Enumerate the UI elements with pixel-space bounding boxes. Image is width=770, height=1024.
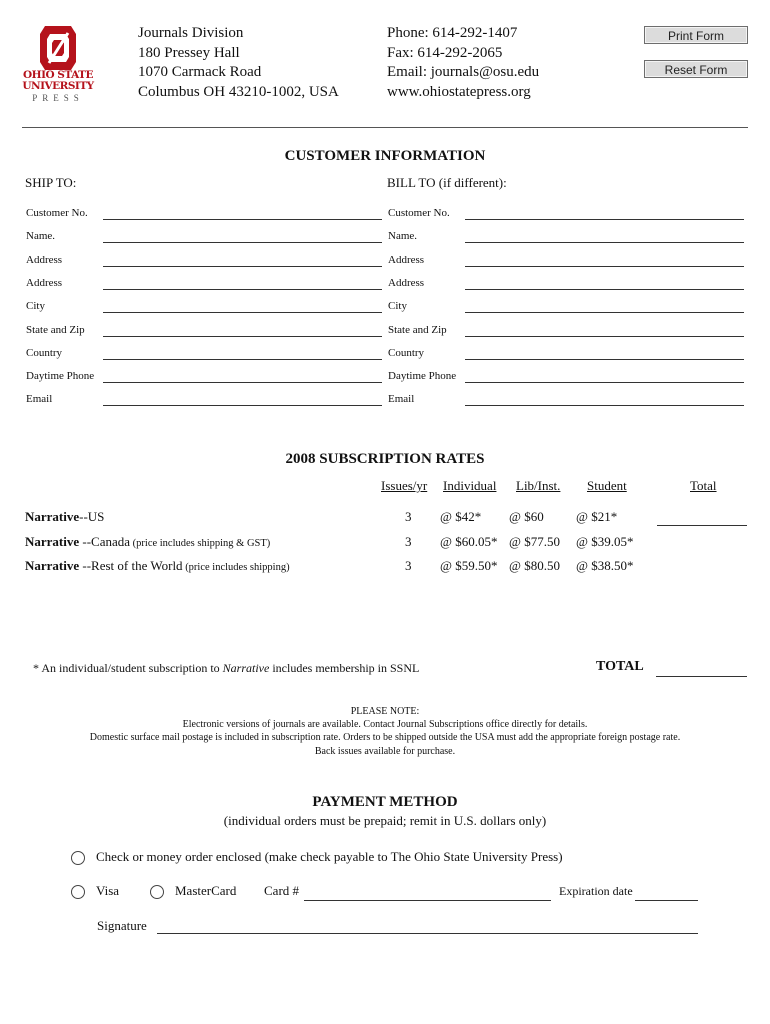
payment-method-title: PAYMENT METHOD [312, 794, 458, 810]
rate-lib-cell: @ $77.50 [509, 534, 560, 549]
address-line: Columbus OH 43210-1002, USA [138, 83, 339, 100]
footnote-text: includes membership in SSNL [269, 661, 420, 675]
address-line: 1070 Carmack Road [138, 64, 262, 80]
logo-wordmark [22, 70, 94, 92]
rate-row-label [25, 534, 270, 550]
visa-label: Visa [96, 883, 120, 898]
header-divider [22, 127, 748, 128]
bill-field-input[interactable] [465, 278, 744, 290]
lib-inst-header: Lib/Inst. [516, 478, 561, 493]
price-note: (price includes shipping) [182, 562, 290, 573]
ship-field-label: Address [26, 254, 63, 266]
logo-press-text: PRESS [32, 93, 84, 103]
bill-field-label: Address [388, 277, 425, 289]
rate-row-label [25, 509, 104, 525]
region-text: --Rest of the World [79, 558, 183, 573]
ship-field-label: City [26, 300, 45, 312]
rate-student-cell: @ $39.05* [576, 534, 634, 549]
ship-field-input[interactable] [103, 325, 382, 337]
rate-student-cell: @ $38.50* [576, 558, 634, 573]
expiration-date-input[interactable] [635, 887, 698, 901]
bill-field-input[interactable] [465, 255, 744, 267]
journal-name: Narrative [25, 534, 80, 549]
journal-name: Narrative [25, 558, 80, 573]
mastercard-radio[interactable] [150, 885, 164, 899]
note-line: Electronic versions of journals are available. Contact Journal Subscriptions office directly for details. [182, 719, 588, 731]
bill-to-label: BILL TO (if different): [387, 175, 507, 190]
phone-text: Phone: 614-292-1407 [387, 25, 518, 41]
logo-line-1: OHIO STATE [23, 69, 93, 81]
bill-field-input[interactable] [465, 208, 744, 220]
bill-field-input[interactable] [465, 231, 744, 243]
footnote-journal-name: Narrative [222, 661, 270, 675]
ship-field-label: Address [26, 277, 63, 289]
ship-field-input[interactable] [103, 394, 382, 406]
total-amount-input[interactable] [657, 512, 747, 526]
customer-information-title: CUSTOMER INFORMATION [284, 148, 486, 164]
rate-lib-cell: @ $60 [509, 509, 544, 524]
check-radio[interactable] [71, 851, 85, 865]
note-line: Back issues available for purchase. [314, 745, 456, 757]
bill-field-label: Customer No. [388, 207, 450, 219]
ship-field-input[interactable] [103, 348, 382, 360]
membership-footnote [33, 661, 419, 676]
rate-issues-cell: 3 [405, 558, 412, 573]
total-header: Total [690, 478, 717, 493]
mastercard-label: MasterCard [175, 883, 237, 898]
payment-subtitle: (individual orders must be prepaid; remit in U.S. dollars only) [223, 813, 547, 828]
region-text: --Canada [79, 534, 131, 549]
rate-student-cell: @ $21* [576, 509, 618, 524]
ship-field-input[interactable] [103, 301, 382, 313]
bill-field-label: Email [388, 393, 415, 405]
publisher-contact [387, 24, 539, 102]
ship-to-label: SHIP TO: [25, 175, 77, 190]
address-line: 180 Pressey Hall [138, 44, 240, 61]
bill-field-input[interactable] [465, 325, 744, 337]
address-line: Journals Division [138, 25, 244, 41]
ship-field-label: Name. [26, 230, 56, 242]
bill-field-label: City [388, 300, 407, 312]
ship-field-input[interactable] [103, 371, 382, 383]
bill-field-label: Daytime Phone [388, 370, 457, 382]
signature-input[interactable] [157, 920, 698, 934]
rate-individual-cell: @ $60.05* [440, 534, 498, 549]
rate-issues-cell: 3 [405, 534, 412, 549]
region-text: --US [79, 509, 105, 524]
ship-field-input[interactable] [103, 231, 382, 243]
bill-field-input[interactable] [465, 394, 744, 406]
card-number-label: Card # [264, 883, 300, 898]
logo-line-2: UNIVERSITY [22, 80, 94, 92]
please-note-heading: PLEASE NOTE: [350, 706, 420, 717]
bill-field-input[interactable] [465, 301, 744, 313]
bill-field-label: State and Zip [388, 324, 447, 336]
expiration-date-label: Expiration date [559, 884, 633, 898]
rate-row-label [25, 558, 290, 574]
bill-field-label: Address [388, 254, 425, 266]
issues-per-year-header: Issues/yr [381, 478, 428, 493]
ship-field-input[interactable] [103, 255, 382, 267]
subscription-rates-title: 2008 SUBSCRIPTION RATES [285, 451, 485, 467]
price-note: (price includes shipping & GST) [130, 538, 271, 549]
student-header: Student [587, 478, 627, 493]
print-form-button[interactable]: Print Form [644, 26, 748, 44]
rate-lib-cell: @ $80.50 [509, 558, 560, 573]
grand-total-label: TOTAL [596, 659, 644, 674]
ship-field-label: Daytime Phone [26, 370, 95, 382]
note-line: Domestic surface mail postage is included in subscription rate. Orders to be shipped outside the USA must add the appropriate foreign postage rate. [89, 732, 681, 744]
footnote-text: * An individual/student subscription to [33, 661, 223, 675]
website-text: www.ohiostatepress.org [387, 83, 531, 100]
rate-issues-cell: 3 [405, 509, 412, 524]
bill-field-input[interactable] [465, 371, 744, 383]
publisher-address [138, 24, 339, 102]
ship-field-input[interactable] [103, 278, 382, 290]
bill-field-label: Country [388, 347, 425, 359]
check-option-label: Check or money order enclosed (make check payable to The Ohio State University Press) [96, 849, 563, 864]
ship-field-label: State and Zip [26, 324, 85, 336]
signature-label: Signature [97, 918, 147, 933]
ship-field-label: Country [26, 347, 63, 359]
bill-field-input[interactable] [465, 348, 744, 360]
ship-field-label: Customer No. [26, 207, 88, 219]
email-text: Email: journals@osu.edu [387, 64, 540, 80]
grand-total-input[interactable] [656, 663, 747, 677]
ship-field-label: Email [26, 393, 53, 405]
bill-field-label: Name. [388, 230, 418, 242]
please-note-block [0, 705, 770, 758]
visa-radio[interactable] [71, 885, 85, 899]
individual-header: Individual [443, 478, 497, 493]
journal-name: Narrative [25, 509, 80, 524]
rate-individual-cell: @ $42* [440, 509, 482, 524]
card-number-input[interactable] [304, 887, 551, 901]
ship-field-input[interactable] [103, 208, 382, 220]
reset-form-button[interactable]: Reset Form [644, 60, 748, 78]
fax-text: Fax: 614-292-2065 [387, 44, 503, 61]
rate-individual-cell: @ $59.50* [440, 558, 498, 573]
